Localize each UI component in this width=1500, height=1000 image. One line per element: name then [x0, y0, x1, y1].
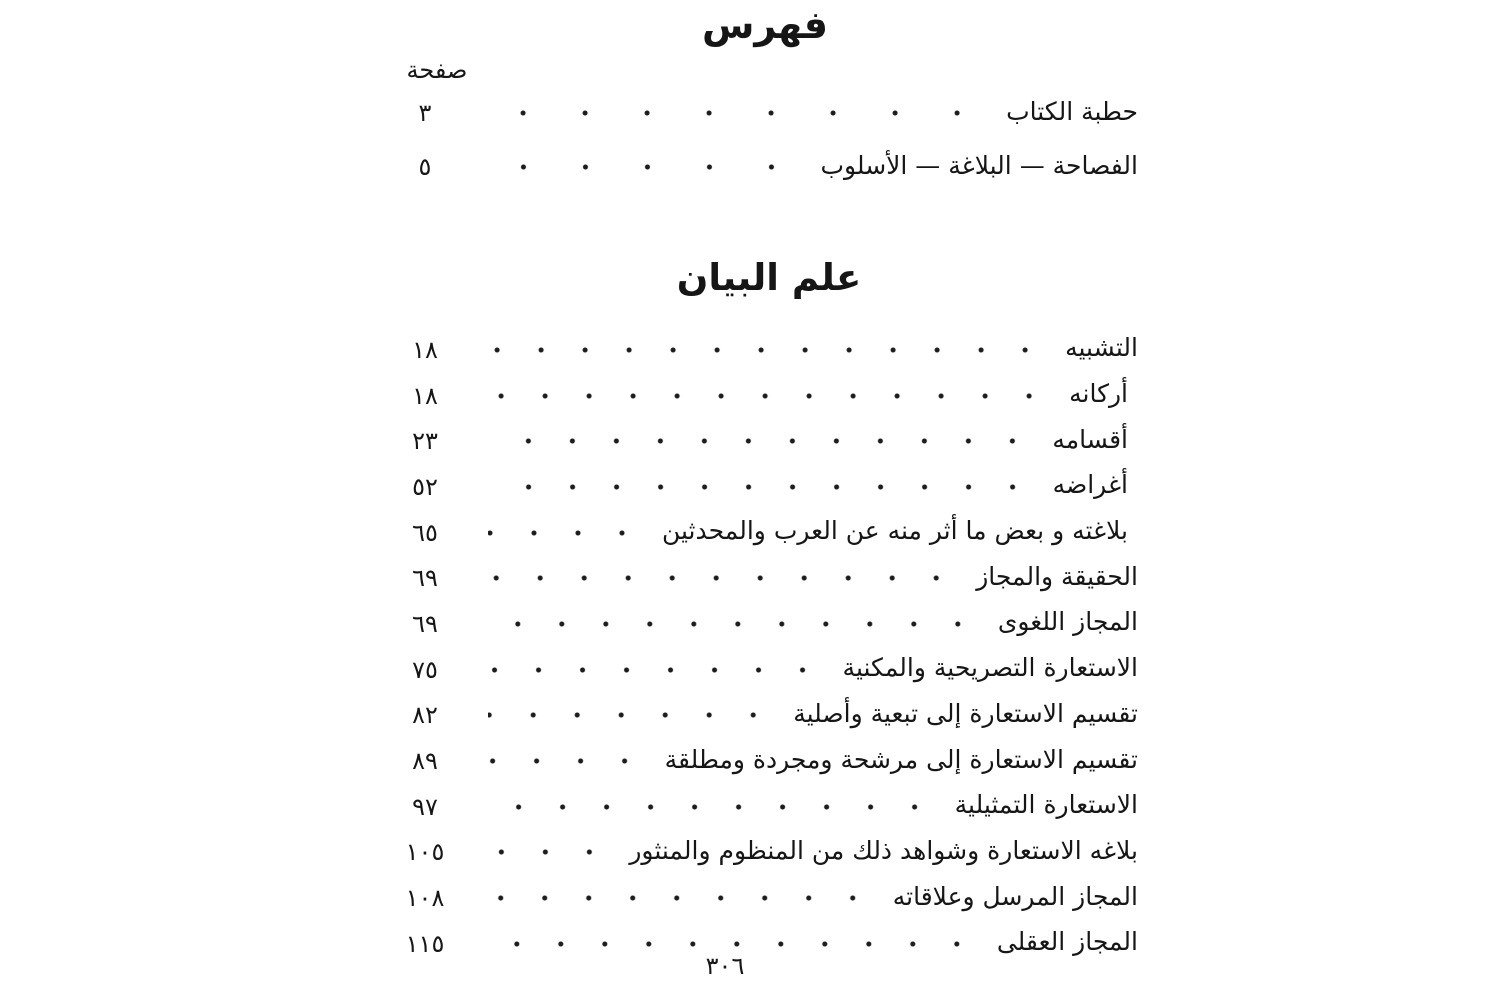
- folio-page-number: ٣٠٦: [705, 952, 745, 980]
- toc-page-number: ٦٩: [412, 564, 438, 593]
- dot-leader: [488, 755, 647, 767]
- dot-leader: [488, 107, 988, 119]
- dot-leader: [488, 801, 937, 813]
- toc-title: فهرس: [701, 3, 829, 47]
- toc-entry-label: الاستعارة التمثيلية: [954, 790, 1138, 820]
- toc-row: [380, 738, 1138, 784]
- toc-entry-label: الاستعارة التصريحية والمكنية: [842, 653, 1138, 683]
- toc-page-number: ١٨: [412, 335, 438, 364]
- toc-entry-label: المجاز المرسل وعلاقاته: [892, 881, 1138, 911]
- toc-entry-label: المجاز اللغوى: [997, 607, 1138, 637]
- toc-entry-label: أغراضه: [1052, 470, 1128, 500]
- dot-leader: [488, 527, 644, 539]
- toc-page-number: ٧٥: [412, 655, 438, 684]
- toc-page-number: ١٨: [412, 381, 438, 410]
- toc-page-number: ٣: [418, 99, 432, 127]
- toc-page-number: ١١٥: [405, 929, 445, 958]
- dot-leader: [488, 618, 980, 630]
- toc-entries-list: [380, 327, 1138, 967]
- dot-leader: [488, 435, 1034, 447]
- section-heading: علم البيان: [676, 256, 862, 299]
- toc-entry-label: تقسيم الاستعارة إلى مرشحة ومجردة ومطلقة: [664, 744, 1138, 774]
- dot-leader: [488, 161, 802, 173]
- toc-row: [380, 555, 1138, 601]
- dot-leader: [488, 481, 1035, 493]
- toc-row: [380, 693, 1138, 739]
- toc-row: [380, 86, 1138, 140]
- toc-entry-label: أركانه: [1069, 379, 1128, 409]
- toc-row: [380, 327, 1138, 373]
- toc-page-number: ٦٥: [412, 518, 438, 547]
- dot-leader: [488, 892, 875, 904]
- dot-leader: [488, 709, 775, 721]
- toc-page-number: ٦٩: [412, 609, 438, 638]
- toc-row: [380, 464, 1138, 510]
- dot-leader: [488, 664, 825, 676]
- toc-page-number: ٩٧: [412, 792, 438, 821]
- dot-leader: [488, 572, 958, 584]
- toc-row: [380, 601, 1138, 647]
- toc-row: [380, 140, 1138, 194]
- toc-row: [380, 373, 1138, 419]
- toc-page-number: ٢٣: [412, 427, 438, 456]
- toc-page-number: ٨٩: [412, 747, 438, 776]
- toc-entry-label: المجاز العقلى: [996, 927, 1138, 957]
- dot-leader: [488, 390, 1051, 402]
- toc-entry-label: حطبة الكتاب: [1006, 96, 1138, 126]
- toc-entry-label: الحقيقة والمجاز: [976, 561, 1138, 591]
- toc-row: [380, 875, 1138, 921]
- toc-row: [380, 784, 1138, 830]
- toc-page-number: ٥٢: [412, 472, 438, 501]
- toc-page-number: ١٠٨: [405, 884, 445, 913]
- toc-entry-label: بلاغه الاستعارة وشواهد ذلك من المنظوم والمنثور: [629, 835, 1138, 865]
- toc-page-number: ٨٢: [412, 701, 438, 730]
- dot-leader: [488, 938, 979, 950]
- toc-row: [380, 418, 1138, 464]
- toc-row: [380, 647, 1138, 693]
- toc-page-number: ١٠٥: [405, 838, 445, 867]
- toc-row: [380, 510, 1138, 556]
- toc-entry-label: أقسامه: [1052, 424, 1128, 454]
- page-column-label: صفحة: [406, 56, 468, 84]
- toc-row: [380, 830, 1138, 876]
- front-matter-list: [380, 86, 1138, 194]
- toc-entry-label: بلاغته و بعض ما أثر منه عن العرب والمحدثين: [661, 516, 1128, 546]
- dot-leader: [488, 846, 611, 858]
- toc-entry-label: تقسيم الاستعارة إلى تبعية وأصلية: [793, 698, 1138, 728]
- dot-leader: [488, 344, 1047, 356]
- toc-page-number: ٥: [418, 153, 432, 181]
- toc-entry-label: الفصاحة — البلاغة — الأسلوب: [820, 150, 1138, 180]
- toc-entry-label: التشبيه: [1065, 333, 1138, 363]
